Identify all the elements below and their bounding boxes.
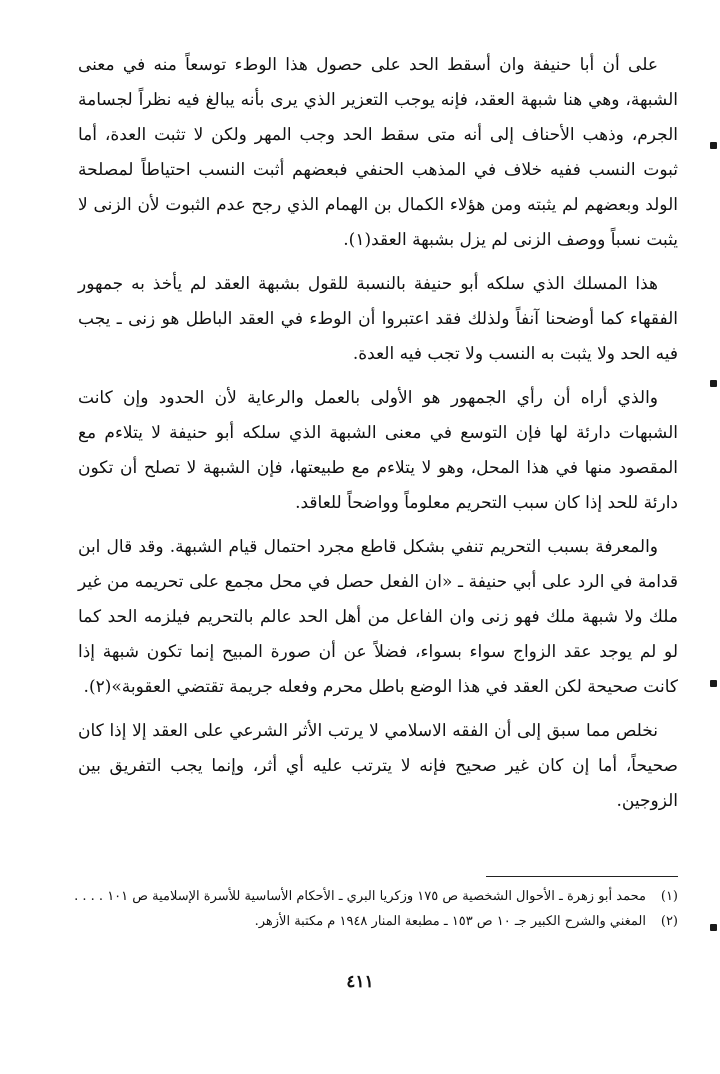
paragraph-4: والمعرفة بسبب التحريم تنفي بشكل قاطع مجرد احتمال قيام الشبهة. وقد قال ابن قدامة في الرد على أبي حنيفة ـ «ان الفعل حصل في محل مجمع على تحريمه من غير ملك ولا شبهة ملك فهو زنى وان الفاعل من أهل الحد عالم بالتحريم فيلزمه الحد كما لو لم يوجد عقد الزواج سواء بسواء، فضلاً عن أن صورة المبيح إنما تكون شبهة إذا كانت صحيحة لكن العقد في هذا الوضع باطل محرم وفعله جريمة تقتضي العقوبة»(٢).	[78, 537, 678, 697]
footnote-2	[70, 909, 678, 934]
binding-hole-mark	[710, 680, 717, 687]
binding-hole-mark	[710, 924, 717, 931]
paragraph-1: على أن أبا حنيفة وان أسقط الحد على حصول هذا الوطء توسعاً منه في معنى الشبهة، وهي هنا شبهة العقد، فإنه يوجب التعزير الذي يرى بأنه يبالغ فيه نظراً لجسامة الجرم، وذهب الأحناف إلى أنه متى سقط الحد وجب المهر ولكن لا تثبت العدة، أما ثبوت النسب ففيه خلاف في المذهب الحنفي فبعضهم أثبت النسب احتياطاً لمصلحة الولد وبعضهم لم يثبته ومن هؤلاء الكمال بن الهمام الذي رجح عدم الثبوت لأن الزنى لا يثبت نسباً ووصف الزنى لم يزل بشبهة العقد(١).	[78, 55, 678, 250]
binding-hole-mark	[710, 380, 717, 387]
page-number: ٤١١	[346, 972, 374, 992]
footnote-2-text: المغني والشرح الكبير جـ ١٠ ص ١٥٣ ـ مطبعة المنار ١٩٤٨ م مكتبة الأزهر.	[254, 914, 646, 929]
binding-hole-mark	[710, 142, 717, 149]
paragraph-5: نخلص مما سبق إلى أن الفقه الاسلامي لا يرتب الأثر الشرعي على العقد إلا إذا كان صحيحاً، أما إن كان غير صحيح فإنه لا يترتب عليه أي أثر، وإنما يجب التفريق بين الزوجين.	[78, 721, 678, 811]
paragraph-3: والذي أراه أن رأي الجمهور هو الأولى بالعمل والرعاية لأن الحدود وإن كانت الشبهات دارئة لها فإن التوسع في معنى الشبهة الذي سلكه أبو حنيفة لا يتلاءم مع المقصود منها في هذا المحل، وهو لا يتلاءم مع طبيعتها، فإن الشبهة لا تصلح أن تكون دارئة للحد إذا كان سبب التحريم معلوماً وواضحاً للعاقد.	[78, 388, 678, 513]
footnotes	[70, 884, 678, 934]
footnote-divider	[486, 876, 678, 877]
paragraph-2: هذا المسلك الذي سلكه أبو حنيفة بالنسبة للقول بشبهة العقد لم يأخذ به جمهور الفقهاء كما أوضحنا آنفاً ولذلك فقد اعتبروا أن الوطء في العقد الباطل هو زنى ـ يجب فيه الحد ولا يثبت به النسب ولا تجب فيه العدة.	[78, 274, 678, 364]
footnote-1-text: محمد أبو زهرة ـ الأحوال الشخصية ص ١٧٥ وزكريا البري ـ الأحكام الأساسية للأسرة الإسلامية ص ١٠١ . . . .	[74, 889, 646, 904]
footnote-2-number: (٢)	[660, 914, 678, 929]
body-text	[78, 48, 678, 828]
footnote-1	[70, 884, 678, 909]
footnote-1-number: (١)	[660, 889, 678, 904]
